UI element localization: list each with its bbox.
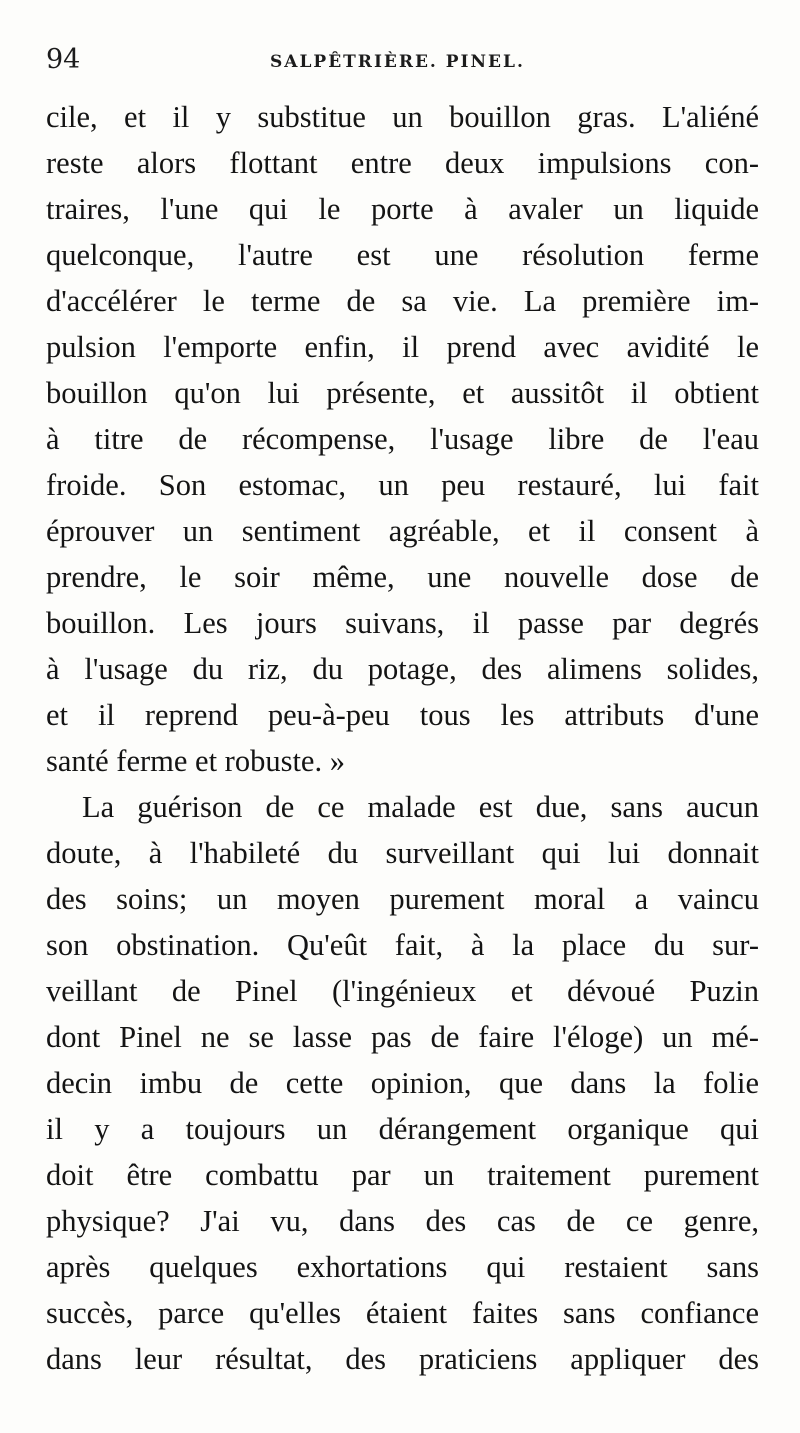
text-line: pulsion l'emporte enfin, il prend avec avidité le (46, 330, 759, 364)
text-line: froide. Son estomac, un peu restauré, lui fait (46, 468, 759, 502)
text-line: dans leur résultat, des praticiens appliquer des (46, 1342, 759, 1376)
text-line: prendre, le soir même, une nouvelle dose de (46, 560, 759, 594)
page-number: 94 (46, 44, 81, 75)
text-line: et il reprend peu-à-peu tous les attributs d'une (46, 698, 759, 732)
text-line: santé ferme et robuste. » (46, 744, 345, 778)
text-line: après quelques exhortations qui restaient sans (46, 1250, 759, 1284)
text-line: bouillon. Les jours suivans, il passe par degrés (46, 606, 759, 640)
text-line: d'accélérer le terme de sa vie. La première im- (46, 284, 759, 318)
text-line: reste alors flottant entre deux impulsions con- (46, 146, 759, 180)
text-line: à titre de récompense, l'usage libre de l'eau (46, 422, 759, 456)
text-line: succès, parce qu'elles étaient faites sans confiance (46, 1296, 759, 1330)
text-line: traires, l'une qui le porte à avaler un liquide (46, 192, 759, 226)
text-line: son obstination. Qu'eût fait, à la place du sur- (46, 928, 759, 962)
text-line: bouillon qu'on lui présente, et aussitôt il obtient (46, 376, 759, 410)
body-text (46, 94, 759, 1382)
text-line: des soins; un moyen purement moral a vaincu (46, 882, 759, 916)
text-line: dont Pinel ne se lasse pas de faire l'éloge) un mé- (46, 1020, 759, 1054)
text-line: La guérison de ce malade est due, sans aucun (82, 790, 759, 824)
running-head: SALPÊTRIÈRE. PINEL. (270, 52, 525, 72)
text-line: éprouver un sentiment agréable, et il consent à (46, 514, 759, 548)
page-header (46, 40, 766, 80)
text-line: physique? J'ai vu, dans des cas de ce genre, (46, 1204, 759, 1238)
text-line: à l'usage du riz, du potage, des alimens solides, (46, 652, 759, 686)
text-line: quelconque, l'autre est une résolution ferme (46, 238, 759, 272)
text-line: doute, à l'habileté du surveillant qui lui donnait (46, 836, 759, 870)
text-line: veillant de Pinel (l'ingénieux et dévoué Puzin (46, 974, 759, 1008)
text-line: cile, et il y substitue un bouillon gras. L'aliéné (46, 100, 759, 134)
text-line: il y a toujours un dérangement organique qui (46, 1112, 759, 1146)
text-line: doit être combattu par un traitement purement (46, 1158, 759, 1192)
text-line: decin imbu de cette opinion, que dans la folie (46, 1066, 759, 1100)
